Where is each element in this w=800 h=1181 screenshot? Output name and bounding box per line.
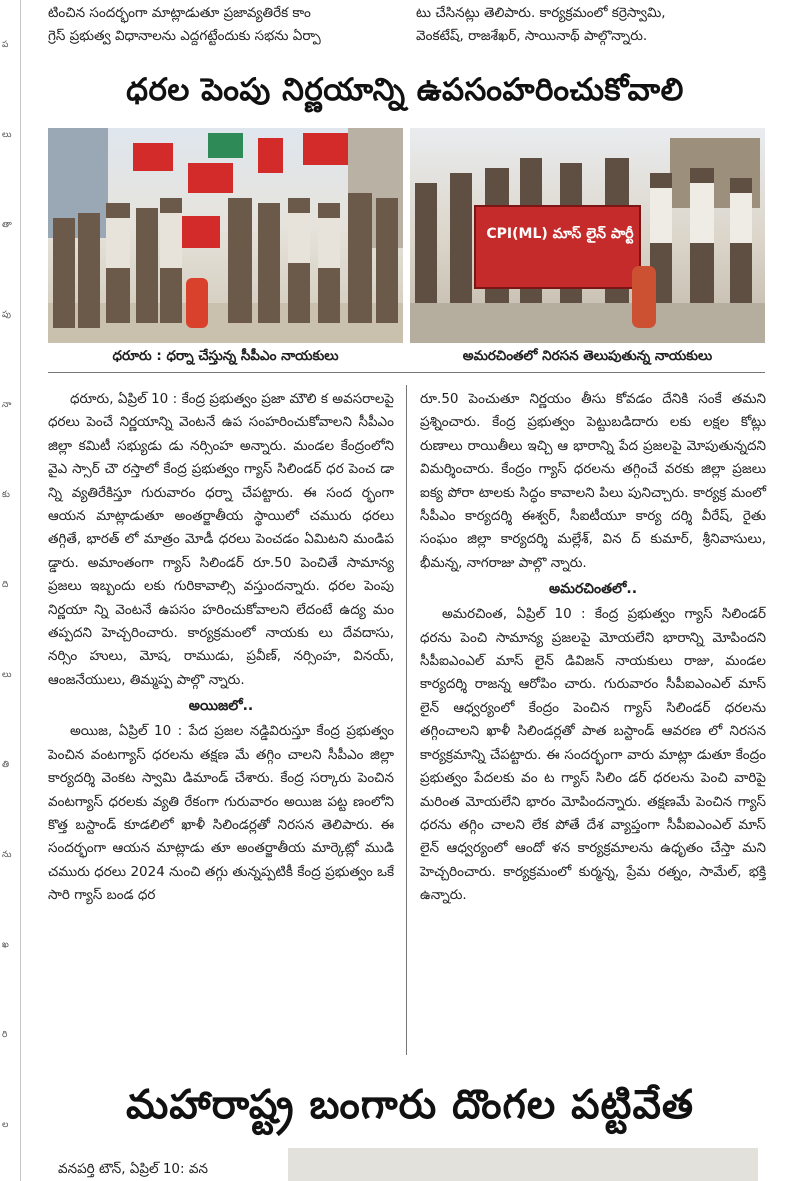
article-paragraph-amarachinta: అమరచింత, ఏప్రిల్ 10 : కేంద్ర ప్రభుత్వం గ్యాస్ సిలిండర్ ధరను పెంచి సామాన్య ప్రజలపై మోయలేని భారాన్ని మోపిందని సీపీఐఎంఎల్ మాస్ లైన్ డివిజన్ నాయకులు రాజు, మండల కార్యదర్శి రాజన్న ఆరోపిం చారు. గురువారం సీపీఐఎంఎల్ మాస్ లైన్ ఆధ్వర్యంలో కేంద్రం పెంచిన గ్యాస్ సిలిండర్ ధరలను తగ్గించాలని ఖాళీ సిలిండర్లతో పాత బస్టాండ్ ఆవరణ లో నిరసన కార్యక్రమాన్ని చేపట్టారు. ఈ సందర్భంగా వారు మాట్లా డుతూ కేంద్రం ప్రభుత్వం పేదలకు వం ట గ్యాస్ సిలిం డర్ ధరలను పెంచి వారిపై మరింత మోయలేని భారం మోపిందన్నారు. తక్షణమే పెంచిన గ్యాస్ ధరను తగ్గిం చాలని లేక పోతే దేశ వ్యాప్తంగా సీపీఐఎంఎల్ మాస్ లైన్ ఆధ్వర్యంలో ఆందో ళన కార్యక్రమాలను ఉధృతం చేస్తా మని హెచ్చరించారు. కార్యక్రమంలో కుర్మన్న, ప్రేమ రత్నం, సామేల్, భక్తి ఉన్నారు. xyxy=(420,606,766,904)
caption-divider xyxy=(48,372,765,373)
photo-caption-amarachinta: అమరచింతలో నిరసన తెలుపుతున్న నాయకులు xyxy=(462,348,713,364)
strip-char: పు xyxy=(2,310,11,320)
strip-char: ను xyxy=(2,850,12,860)
text-line: వెంకటేష్, రాజశేఖర్, సాయినాథ్ పాల్గొన్నారు. xyxy=(416,28,648,45)
right-column xyxy=(420,388,766,908)
strip-char: ది xyxy=(2,580,9,590)
protest-photo-dharur xyxy=(48,128,403,343)
text-line: గ్రెస్ ప్రభుత్వ విధానాలను ఎద్దగట్టేందుకు సభను ఏర్పా xyxy=(48,28,321,45)
bottom-photo xyxy=(288,1148,758,1181)
banner-text: CPI(ML) మాస్ లైన్ పార్టీ xyxy=(486,226,634,242)
strip-char: నా xyxy=(2,400,12,410)
strip-char: ఖ xyxy=(2,940,9,950)
strip-char: కు xyxy=(2,490,10,500)
headline: ధరల పెంపు నిర్ణయాన్ని ఉపసంహరించుకోవాలి xyxy=(126,72,684,108)
strip-char: లు xyxy=(2,130,12,140)
strip-char: రి xyxy=(2,1030,8,1040)
left-column xyxy=(48,388,394,908)
article-paragraph-dharur-cont: రూ.50 పెంచుతూ నిర్ణయం తీసు కోవడం దేనికి సంకే తమని ప్రశ్నించారు. కేంద్ర ప్రభుత్వం పెట్టుబడిదారు లకు లక్షల కోట్లు రుణాలు రాయితీలు ఇచ్చి ఆ భారాన్ని పేద ప్రజలపై మోపుతున్నదని విమర్శించారు. కేంద్రం గ్యాస్ ధరలను తగ్గించే వరకు జిల్లా ప్రజలు ఐక్య పోరా టాలకు సిద్ధం కావాలని పిలు పునిచ్చారు. కార్యక్ర మంలో సీపీఎం కార్యదర్శి ఈశ్వర్, సీఐటీయూ కార్య దర్శి వీరేష్, రైతు సంఘం జిల్లా కార్యదర్శి మల్లేశ్, విన ద్ కుమార్, శ్రీనివాసులు, భీమన్న, నాగరాజు పాల్గొ న్నారు. xyxy=(420,391,766,571)
strip-char: తా xyxy=(2,220,12,230)
top-right-text xyxy=(416,2,768,49)
top-left-text xyxy=(48,2,400,49)
photo-caption-dharur: ధరూరు : ధర్నా చేస్తున్న సీపీఎం నాయకులు xyxy=(112,348,339,364)
protest-photo-illustration xyxy=(48,128,403,343)
strip-char: ప xyxy=(2,40,9,50)
bottom-left-text: వనపర్తి టౌన్, ఏప్రిల్ 10: వన xyxy=(58,1161,208,1177)
text-line: టించిన సందర్భంగా మాట్లాడుతూ ప్రజావ్యతిరేక కాం xyxy=(48,5,311,21)
article-paragraph-dharur: ధరూరు, ఏప్రిల్ 10 : కేంద్ర ప్రభుత్వం ప్రజా మౌలి క అవసరాలపై ధరలు పెంచే నిర్ణయాన్ని వెంటనే ఉప సంహరించుకోవాలని సీపీఎం జిల్లా కమిటీ సభ్యుడు డు నర్సింహ అన్నారు. మండల కేంద్రంలోని వైఎ స్సార్ చౌ రస్తాలో కేంద్ర ప్రభుత్వం గ్యాస్ సిలిండర్ ధర పెంచ డా న్ని వ్యతిరేకిస్తూ గురువారం ధర్నా చేపట్టారు. ఈ సంద ర్భంగా ఆయన మాట్లాడుతూ అంతర్జాతీయ స్థాయిలో చమురు ధరలు తగ్గితే, భారత్ లో మాత్రం మోడీ ధరలు పెంచడం ఏమిటని మండిప డ్డారు. అమాంతంగా గ్యాస్ సిలిండర్ రూ.50 పెంచితే సామాన్య ప్రజలు ఇబ్బందు లకు గురికావాల్సి వస్తుందన్నారు. ధరల పెంపు నిర్ణయా న్ని వెంటనే ఉపసం హరించుకోవాలని లేదంటే ఉద్య మం తప్పదని హెచ్చరించారు. కార్యక్రమంలో నాయకు లు దేవదాసు, నర్సిం హులు, మోష, రాముడు, ప్రవీణ్, నర్సింహ, వినయ్, ఆంజనేయులు, తిమ్మప్ప పాల్గొ న్నారు. xyxy=(48,391,394,688)
strip-char: తి xyxy=(2,760,10,770)
left-margin-strip xyxy=(0,0,21,1181)
subhead-aija: అయిజలో.. xyxy=(188,698,254,715)
strip-char: ల xyxy=(2,1120,9,1130)
second-headline: మహారాష్ట్ర బంగారు దొంగల పట్టివేత xyxy=(125,1082,695,1128)
subhead-amarachinta: అమరచింతలో.. xyxy=(548,581,638,598)
article-paragraph-aija: అయిజ, ఏప్రిల్ 10 : పేద ప్రజల నడ్డివిరుస్తూ కేంద్ర ప్రభుత్వం పెంచిన వంటగ్యాస్ ధరలను తక్షణ మే తగ్గిం చాలని సీపీఎం జిల్లా కార్యదర్శి వెంకట స్వామి డిమాండ్ చేశారు. కేంద్ర సర్కారు పెంచిన వంటగ్యాస్ ధరలకు వ్యతి రేకంగా గురువారం అయిజ పట్ట ణంలోని కొత్త బస్టాండ్ కూడలిలో ఖాళీ సిలిండర్లతో నిరసన తెలిపారు. ఈ సందర్భంగా ఆయన మాట్లాడు తూ అంతర్జాతీయ మార్కెట్లో ముడి చమురు ధరలు 2024 నుంచి తగ్గు తున్నప్పటికీ కేంద్ర ప్రభుత్వం ఒకే సారి గ్యాస్ బండ ధర xyxy=(48,723,394,904)
column-divider xyxy=(406,385,407,1055)
text-line: టు చేసినట్లు తెలిపారు. కార్యక్రమంలో కర్రెస్వామి, xyxy=(416,5,666,21)
protest-photo-amarachinta xyxy=(410,128,765,343)
strip-char: లు xyxy=(2,670,12,680)
